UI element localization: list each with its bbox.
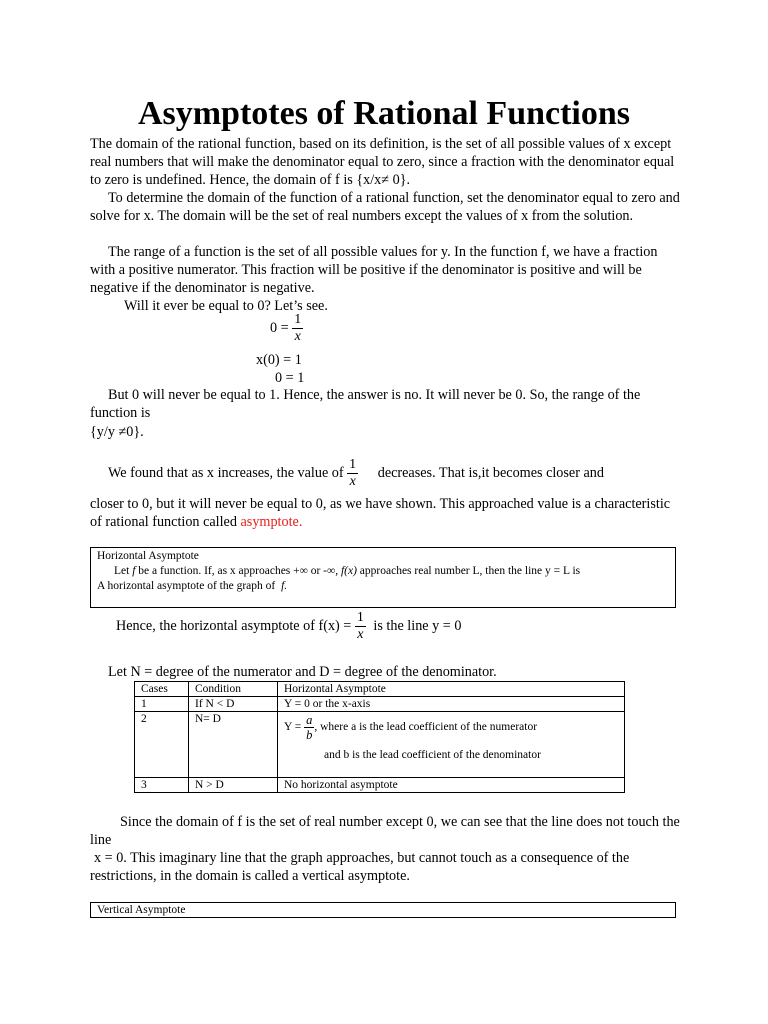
hence-text-b: is the line y = 0 (373, 617, 462, 634)
header-horizontal-asymptote: Horizontal Asymptote (278, 682, 625, 697)
def-text-f: f (132, 565, 136, 577)
found-text-b: decreases. That is,it becomes closer and (377, 464, 604, 481)
fraction-a-over-b (304, 713, 314, 742)
equation-x-zero: x(0) = 1 (256, 352, 302, 368)
fraction-numerator: 1 (349, 457, 357, 472)
cell-asymptote: No horizontal asymptote (278, 778, 625, 793)
table-row (135, 712, 625, 778)
fraction-denominator: x (294, 329, 301, 344)
table-header-row (135, 682, 625, 697)
equation-zero-equals-one: 0 = 1 (275, 370, 305, 386)
cell-case: 2 (135, 712, 189, 778)
asymptote-intro-text: closer to 0, but it will never be equal to 0, as we have shown. This approached value is a characteristic of rational function called (90, 496, 671, 530)
cell-condition: If N < D (189, 697, 278, 712)
paragraph-vertical-asymptote: x = 0. This imaginary line that the graph approaches, but cannot touch as a consequence of the restrictions, in the domain is called a vertical asymptote. (90, 850, 630, 884)
fraction-denominator: b (306, 728, 313, 742)
fraction-numerator: 1 (356, 610, 364, 625)
equation-left: 0 = (270, 319, 289, 336)
asymptote-formula-line (284, 713, 618, 742)
fraction-one-over-x (292, 312, 303, 345)
equation-zero-equals-one-over-x (270, 312, 303, 345)
hence-text-a: Hence, the horizontal asymptote of f(x) = (116, 617, 352, 634)
definition-line-2 (97, 579, 669, 594)
formula-suffix: , where a is the lead coefficient of the numerator (314, 721, 538, 734)
header-condition: Condition (189, 682, 278, 697)
fraction-denominator: x (349, 474, 356, 489)
range-set: {y/y ≠0}. (90, 424, 144, 440)
definition-line-1 (97, 564, 669, 579)
def-text-b: be a function. If, as x approaches +∞ or -∞, (138, 565, 339, 577)
found-text-a: We found that as x increases, the value of (108, 464, 344, 481)
cell-case: 1 (135, 697, 189, 712)
degree-definition: Let N = degree of the numerator and D = degree of the denominator. (108, 664, 497, 680)
fraction-numerator: a (306, 713, 313, 727)
hence-horizontal-line (116, 610, 461, 643)
horizontal-asymptote-cases-table (134, 681, 625, 793)
formula-line-2: and b is the lead coefficient of the denominator (324, 749, 541, 761)
formula-prefix: Y = (284, 721, 302, 734)
horizontal-asymptote-definition-box (90, 547, 676, 608)
cell-case: 3 (135, 778, 189, 793)
cell-asymptote: Y = 0 or the x-axis (278, 697, 625, 712)
table-row (135, 778, 625, 793)
fraction-one-over-x-hence (355, 610, 366, 643)
paragraph-domain-line: Since the domain of f is the set of real number except 0, we can see that the line does not touch the line (90, 814, 680, 848)
table-row (135, 697, 625, 712)
def-text-a2: A horizontal asymptote of the graph of (97, 580, 276, 592)
def-text-c: approaches real number L, then the line y = L is (359, 565, 581, 577)
def-text-let: Let (114, 565, 130, 577)
paragraph-question: Will it ever be equal to 0? Let’s see. (124, 298, 328, 314)
paragraph-range: The range of a function is the set of all possible values for y. In the function f, we have a fraction with a positive numerator. This fraction will be positive if the denominator is positive and will be negative if the denominator is negative. (90, 244, 658, 296)
fraction-denominator: x (357, 627, 364, 642)
paragraph-found-line (108, 457, 604, 490)
asymptote-term: asymptote. (240, 514, 303, 530)
paragraph-asymptote-intro (90, 495, 680, 531)
box-heading: Horizontal Asymptote (97, 550, 199, 562)
box-heading: Vertical Asymptote (97, 904, 186, 916)
def-text-f2: f. (281, 580, 288, 592)
header-cases: Cases (135, 682, 189, 697)
cell-asymptote (278, 712, 625, 778)
cell-condition: N= D (189, 712, 278, 778)
page-title: Asymptotes of Rational Functions (137, 95, 631, 132)
fraction-one-over-x-inline (347, 457, 358, 490)
paragraph-determine-domain: To determine the domain of the function of a rational function, set the denominator equal to zero and solve for x. The domain will be the set of real numbers except the values of x from the solution. (90, 190, 680, 224)
vertical-asymptote-box (90, 902, 676, 918)
cell-condition: N > D (189, 778, 278, 793)
fraction-numerator: 1 (294, 312, 302, 327)
paragraph-never-zero: But 0 will never be equal to 1. Hence, the answer is no. It will never be 0. So, the range of the function is (90, 387, 641, 421)
paragraph-domain: The domain of the rational function, based on its definition, is the set of all possible values of x except real numbers that will make the denominator equal to zero, since a fraction with the denominator equal to zero is undefined. Hence, the domain of f is {x/x≠ 0}. (90, 136, 675, 188)
def-text-fx: f(x) (340, 565, 357, 577)
